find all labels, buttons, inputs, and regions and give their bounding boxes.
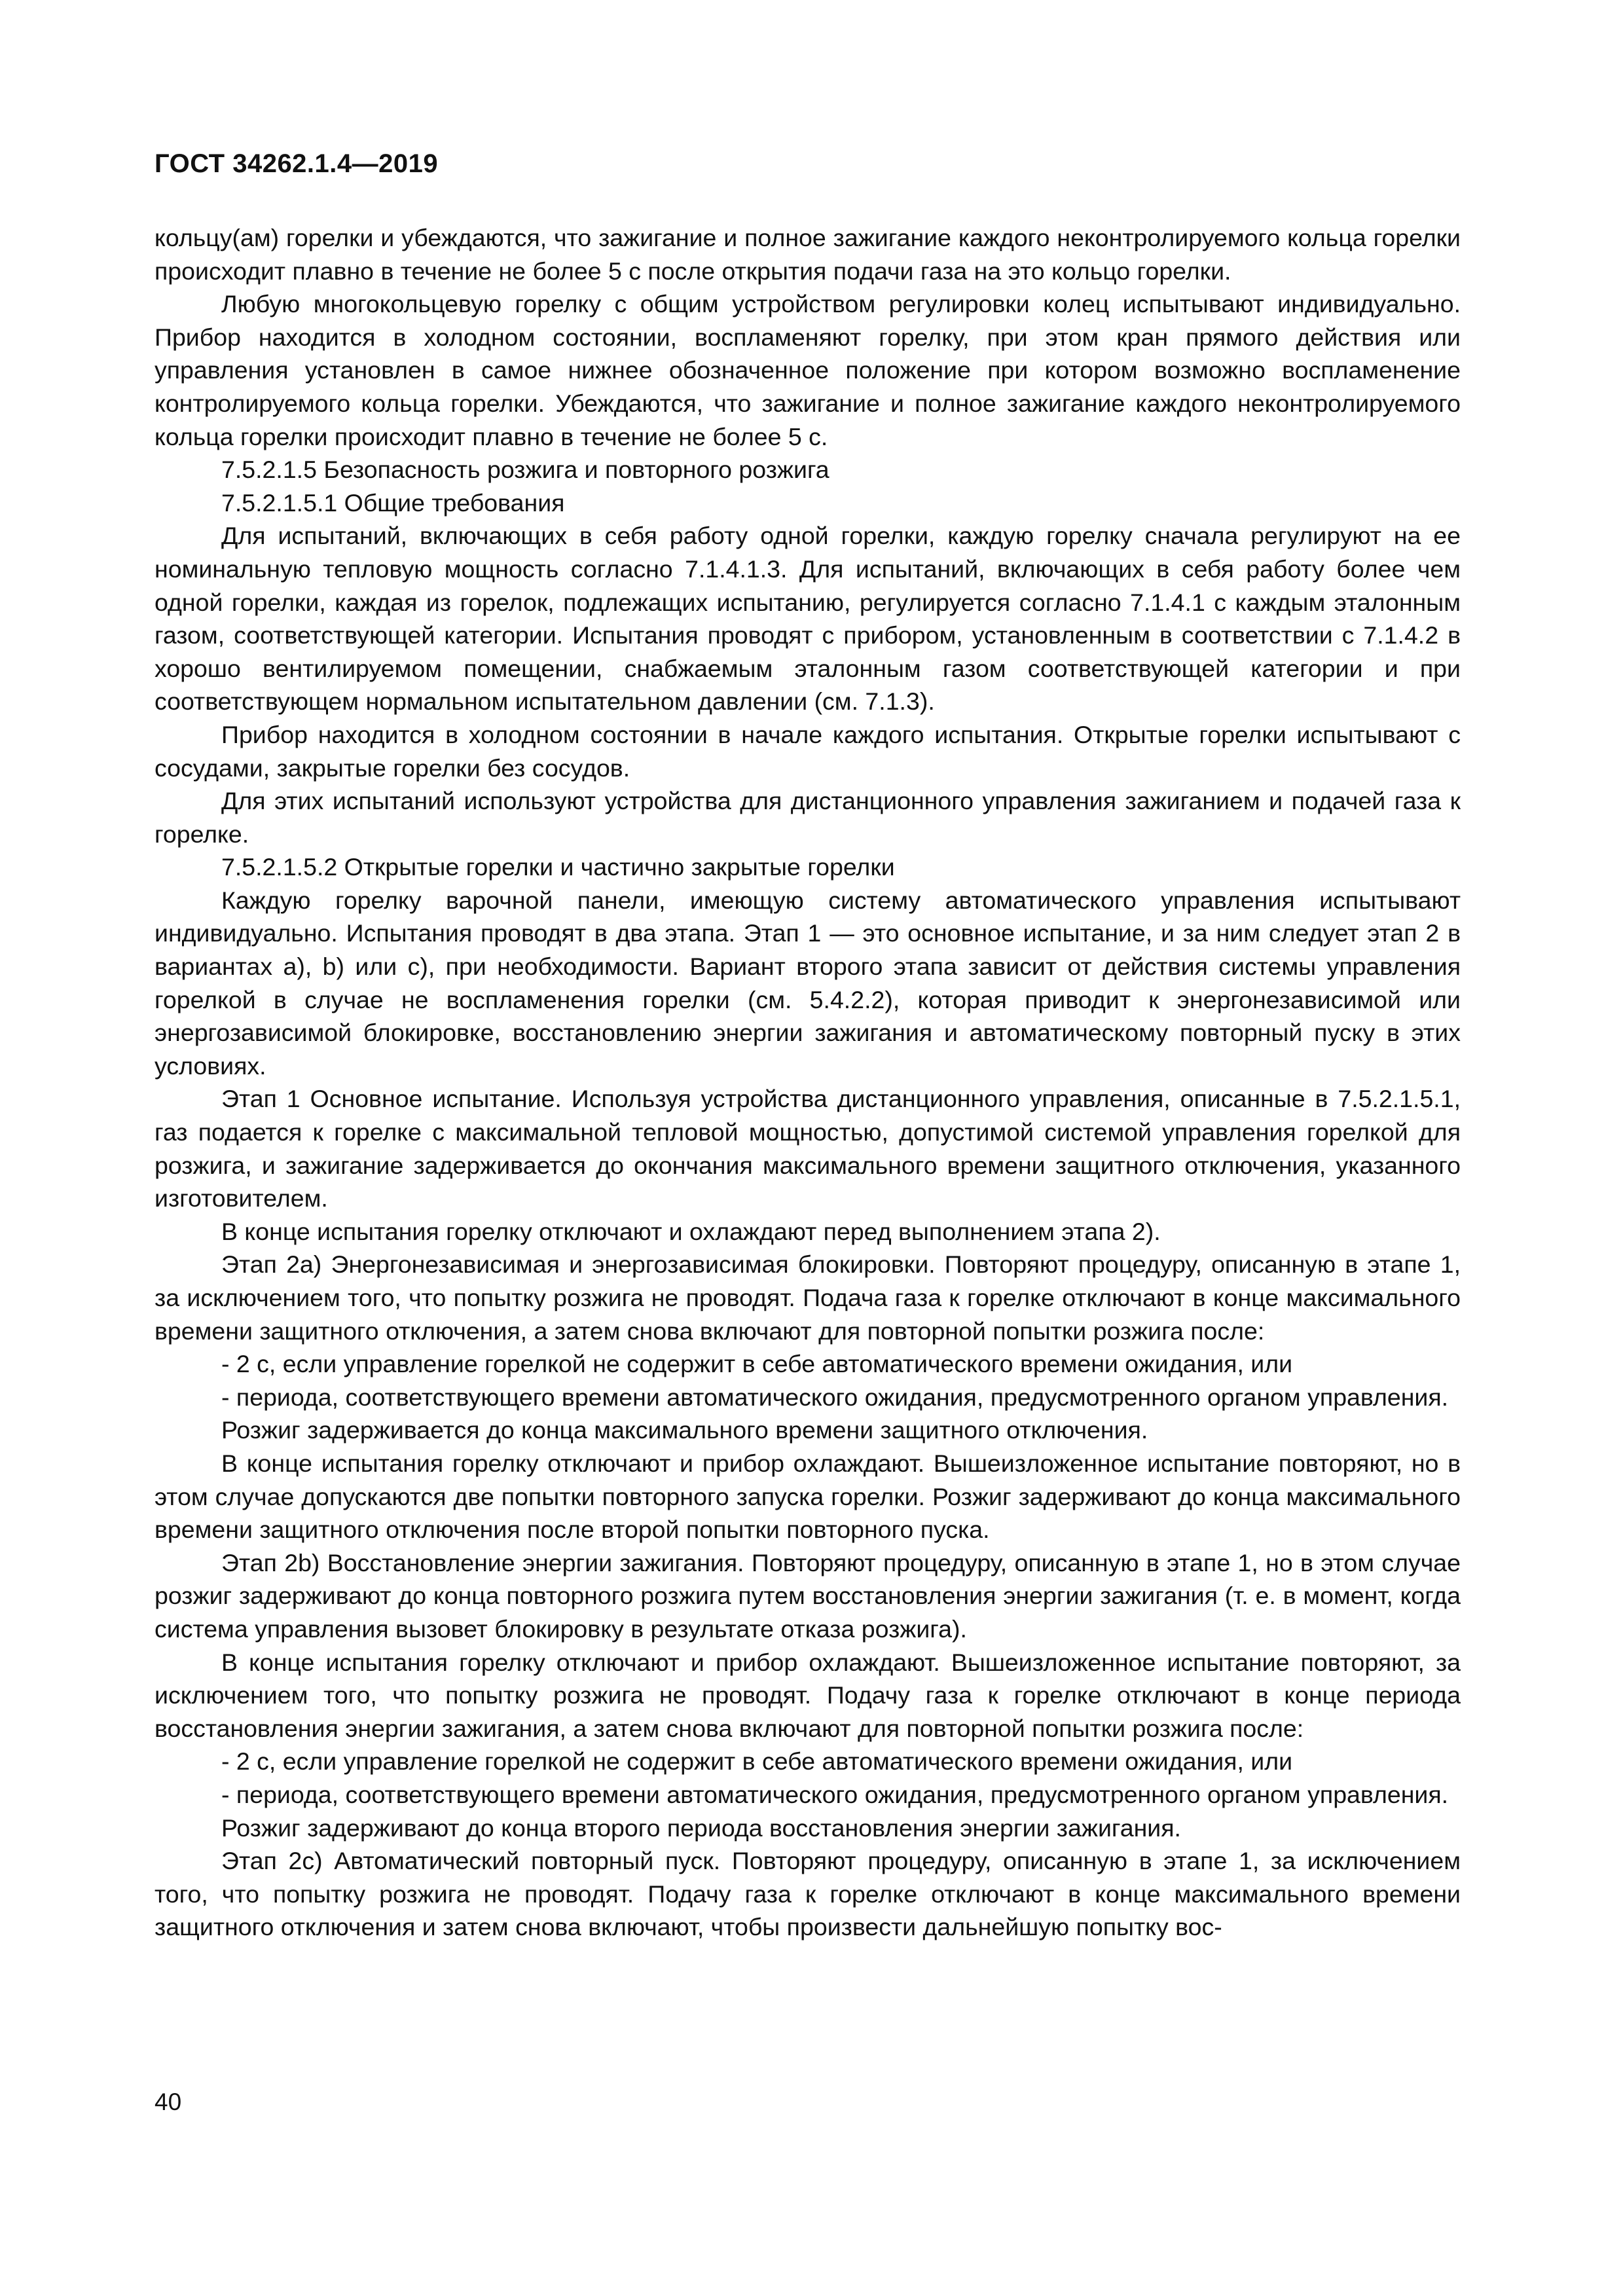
paragraph: В конце испытания горелку отключают и прибор охлаждают. Вышеизложенное испытание повторяют, но в этом случае допускаются две попытки повторного запуска горелки. Розжиг задерживают до конца максимального времени защитного отключения после второй попытки повторного пуска. [155,1449,1461,1544]
paragraph: Любую многокольцевую горелку с общим устройством регулировки колец испытывают индивидуально. Прибор находится в холодном состоянии, воспламеняют горелку, при этом кран прямого действия или управления установлен в самое нижнее обозначенное положение при котором возможно воспламенение контролируемого кольца горелки. Убеждаются, что зажигание и полное зажигание каждого неконтролируемого кольца горелки происходит плавно в течение не более 5 с. [155,290,1461,450]
paragraph: Прибор находится в холодном состоянии в начале каждого испытания. Открытые горелки испытывают с сосудами, закрытые горелки без сосудов. [155,720,1461,782]
paragraph: В конце испытания горелку отключают и прибор охлаждают. Вышеизложенное испытание повторяют, за исключением того, что попытку розжига не проводят. Подачу газа к горелке отключают в конце периода восстановления энергии зажигания, а затем снова включают для повторной попытки розжига после: [155,1648,1461,1742]
paragraph: Этап 2с) Автоматический повторный пуск. Повторяют процедуру, описанную в этапе 1, за исключением того, что попытку розжига не проводят. Подачу газа к горелке отключают в конце максимального времени защитного отключения и затем снова включают, чтобы произвести дальнейшую попытку вос- [155,1847,1461,1941]
paragraph: Этап 2а) Энергонезависимая и энергозависимая блокировки. Повторяют процедуру, описанную в этапе 1, за исключением того, что попытку розжига не проводят. Подача газа к горелке отключают в конце максимального времени защитного отключения, а затем снова включают для повторной попытки розжига после: [155,1250,1461,1345]
section-heading: 7.5.2.1.5.2 Открытые горелки и частично закрытые горелки [221,853,895,881]
section-heading: 7.5.2.1.5.1 Общие требования [221,488,565,517]
document-header: ГОСТ 34262.1.4—2019 [155,149,439,178]
paragraph: Для этих испытаний используют устройства для дистанционного управления зажиганием и подачей газа к горелке. [155,787,1461,848]
paragraph: Этап 1 Основное испытание. Используя устройства дистанционного управления, описанные в 7.5.2.1.5.1, газ подается к горелке с максимальной тепловой мощностью, допустимой системой управления горелкой для розжига, и зажигание задерживается до окончания максимального времени защитного отключения, указанного изготовителем. [155,1085,1461,1212]
paragraph: Каждую горелку варочной панели, имеющую систему автоматического управления испытывают индивидуально. Испытания проводят в два этапа. Этап 1 — это основное испытание, и за ним следует этап 2 в вариантах а), b) или с), при необходимости. Вариант второго этапа зависит от действия системы управления горелкой в случае не воспламенения горелки (см. 5.4.2.2), которая приводит к энергонезависимой или энергозависимой блокировке, восстановлению энергии зажигания и автоматическому повторный пуску в этих условиях. [155,886,1461,1080]
list-item: - периода, соответствующего времени автоматического ожидания, предусмотренного органом управления. [221,1383,1449,1411]
list-item: - 2 с, если управление горелкой не содержит в себе автоматического времени ожидания, или [221,1350,1293,1378]
list-item: - периода, соответствующего времени автоматического ожидания, предусмотренного органом управления. [221,1780,1449,1808]
document-body [155,221,1461,1944]
paragraph: кольцу(ам) горелки и убеждаются, что зажигание и полное зажигание каждого неконтролируемого кольца горелки происходит плавно в течение не более 5 с после открытия подачи газа на это кольцо горелки. [155,224,1461,285]
section-heading: 7.5.2.1.5 Безопасность розжига и повторного розжига [221,456,830,484]
list-item: - 2 с, если управление горелкой не содержит в себе автоматического времени ожидания, или [221,1747,1293,1776]
paragraph: В конце испытания горелку отключают и охлаждают перед выполнением этапа 2). [221,1217,1161,1245]
paragraph: Розжиг задерживается до конца максимального времени защитного отключения. [221,1416,1148,1444]
page-number: 40 [155,2088,182,2115]
paragraph: Этап 2b) Восстановление энергии зажигания. Повторяют процедуру, описанную в этапе 1, но в этом случае розжиг задерживают до конца повторного розжига путем восстановления энергии зажигания (т. е. в момент, когда система управления вызовет блокировку в результате отказа розжига). [155,1548,1461,1643]
paragraph: Для испытаний, включающих в себя работу одной горелки, каждую горелку сначала регулируют на ее номинальную тепловую мощность согласно 7.1.4.1.3. Для испытаний, включающих в себя работу более чем одной горелки, каждая из горелок, подлежащих испытанию, регулируется согласно 7.1.4.1 с каждым эталонным газом, соответствующей категории. Испытания проводят с прибором, установленным в соответствии с 7.1.4.2 в хорошо вентилируемом помещении, снабжаемым эталонным газом соответствующей категории и при соответствующем нормальном испытательном давлении (см. 7.1.3). [155,522,1461,716]
paragraph: Розжиг задерживают до конца второго периода восстановления энергии зажигания. [221,1813,1181,1842]
